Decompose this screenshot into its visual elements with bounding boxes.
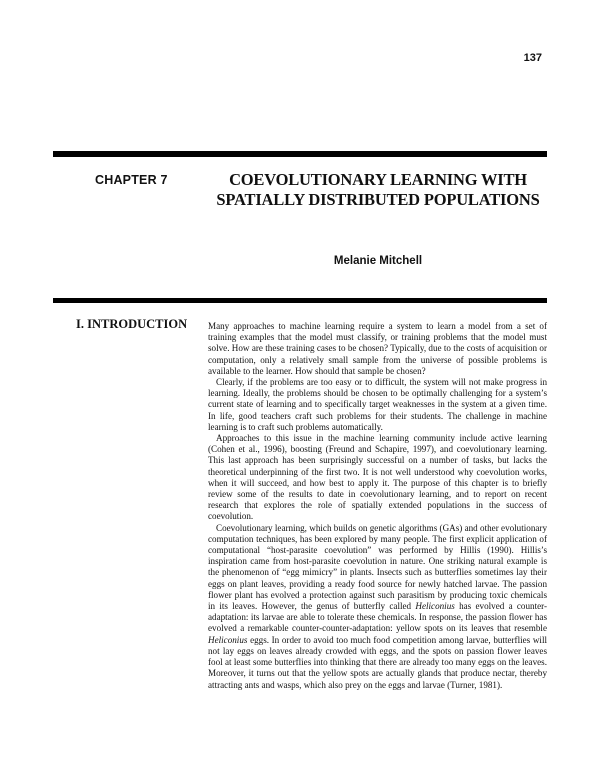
paragraph-4-part-a: Coevolutionary learning, which builds on genetic algorithms (GAs) and other evolutionary computation techniques, has been explored by many people. The first explicit application of computational “host-parasite coevolution” was performed by Hillis (1990). Hillis’s inspiration came from host-parasite coevolution in nature. One striking natural example is the phenomenon of “egg mimicry” in plants. Insects such as butterflies sometimes lay their eggs on plant leaves, providing a ready food source for newly hatched larvae. The passion flower plant has evolved a protection against such parasitism by producing toxic chemicals in its leaves. However, the genus of butterfly called [208,522,547,612]
genus-name-italic: Heliconius [415,601,455,612]
paragraph-4 [208,523,547,691]
paragraph-2: Clearly, if the problems are too easy or to difficult, the system will not make progress in learning. Ideally, the problems should be chosen to be optimally challenging for a system’s current state of learning and to specifically target weaknesses in the system at a given time. In life, good teachers craft such problems for their students. The challenge in machine learning is to craft such problems automatically. [208,377,547,432]
paragraph-1: Many approaches to machine learning require a system to learn a model from a set of training examples that the model must classify, or training problems that the model must solve. How are these training cases to be chosen? Typically, due to the costs of acquisition or computation, only a relatively small sample from the universe of possible problems is available to the learner. How should that sample be chosen? [208,321,547,376]
section-rule [53,298,547,303]
chapter-title: COEVOLUTIONARY LEARNING WITH SPATIALLY DISTRIBUTED POPULATIONS [216,170,540,209]
chapter-label: CHAPTER 7 [95,173,168,187]
paragraph-3: Approaches to this issue in the machine learning community include active learning (Cohen et al., 1996), boosting (Freund and Schapire, 1997), and coevolutionary learning. This last approach has been surprisingly successful on a number of tasks, but lacks the theoretical underpinning of the first two. It is not well understood why coevolution works, when it will succeed, and how best to apply it. The purpose of this chapter is to briefly review some of the results to date in coevolutionary learning, and to report on recent research that explores the role of spatially extended populations in the success of coevolution. [208,433,547,522]
chapter-rule-top [53,151,547,157]
section-heading: I. INTRODUCTION [76,317,188,331]
body-text [208,321,547,691]
author-name: Melanie Mitchell [333,255,423,267]
page-number: 137 [523,52,542,64]
genus-name-italic: Heliconius [208,634,248,645]
paragraph-4-part-c: eggs. In order to avoid too much food competition among larvae, butterflies will not lay eggs on leaves already crowded with eggs, and the spots on passion flower leaves fool at least some butterflies into thinking that there are already too many eggs on the leaves. Moreover, it turns out that the yellow spots are actually glands that produce nectar, thereby attracting ants and wasps, which also prey on the eggs and larvae (Turner, 1981). [208,634,547,690]
paragraph-4-part-b: has evolved a counter-adaptation: its larvae are able to tolerate these chemicals. In response, the passion flower has evolved a remarkable counter-counter-adaptation: yellow spots on its leaves that resemble [208,601,548,634]
